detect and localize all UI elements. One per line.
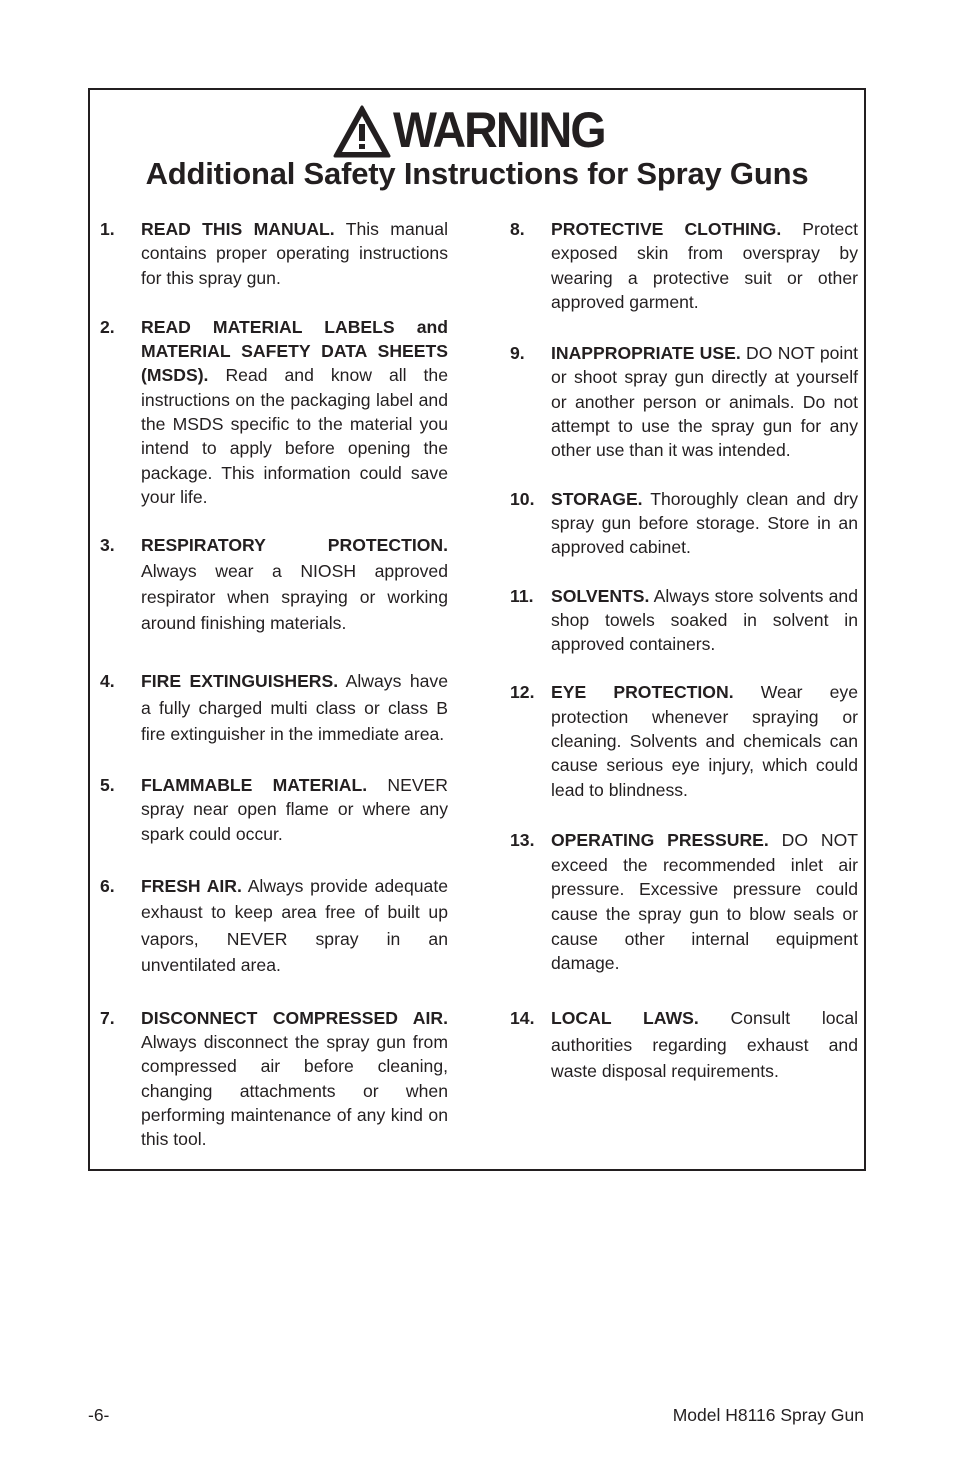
list-item: [510, 1005, 858, 1085]
item-text: Always have a fully charged multi class or class B fire extinguisher in the immediate area.: [141, 671, 448, 745]
item-lead: READ MATERIAL LABELS and MATERIAL SAFETY DATA SHEETS (MSDS).: [141, 316, 448, 386]
item-text: Read and know all the instructions on the packaging label and the MSDS specific to the material you intend to apply before opening the package. This information could save your life.: [141, 365, 449, 507]
item-text: Always disconnect the spray gun from compressed air before cleaning, changing attachments or when performing maintenance of any kind on this tool.: [141, 1032, 448, 1150]
item-text: Thoroughly clean and dry spray gun before storage. Store in an approved cabinet.: [551, 488, 858, 558]
item-number: 12.: [510, 682, 535, 703]
item-number: 8.: [510, 219, 525, 239]
page-number: -6-: [88, 1405, 110, 1425]
item-number: 7.: [100, 1007, 115, 1028]
warning-title: WARNING: [393, 102, 605, 158]
item-number: 4.: [100, 671, 115, 692]
item-lead: OPERATING PRESSURE.: [551, 829, 769, 850]
warning-box: [88, 88, 866, 1171]
item-text: Protect exposed skin from overspray by wearing a protective suit or other approved garment.: [551, 219, 858, 312]
item-lead: INAPPROPRIATE USE.: [551, 343, 741, 364]
item-lead: SOLVENTS.: [551, 585, 650, 606]
list-item: [100, 1006, 448, 1152]
item-number: 9.: [510, 343, 525, 364]
item-number: 2.: [100, 316, 115, 337]
item-lead: FIRE EXTINGUISHERS.: [141, 671, 339, 692]
item-text: Always wear a NIOSH approved respirator when spraying or working around finishing materials.: [141, 561, 448, 633]
warning-triangle-icon: [333, 105, 391, 159]
right-column: [510, 217, 858, 1085]
item-lead: LOCAL LAWS.: [551, 1008, 699, 1029]
list-item: [100, 668, 448, 748]
item-text: Always store solvents and shop towels soaked in solvent in approved containers.: [551, 585, 858, 655]
model-name: Model H8116 Spray Gun: [672, 1405, 864, 1425]
list-item: [510, 217, 858, 314]
item-number: 5.: [100, 774, 115, 795]
list-item: [510, 828, 858, 976]
item-text: DO NOT exceed the recommended inlet air pressure. Excessive pressure could cause the spray gun to blow seals or cause other internal equipment damage.: [551, 829, 858, 974]
item-text: NEVER spray near open flame or where any spark could occur.: [141, 774, 448, 844]
item-text: Wear eye protection whenever spraying or cleaning. Solvents and chemicals can cause serious eye injury, which could lead to blindness.: [551, 682, 858, 800]
item-lead: FRESH AIR.: [141, 875, 242, 896]
left-column: [100, 217, 448, 1152]
item-lead: RESPIRATORY PROTECTION.: [141, 535, 448, 556]
list-item: [510, 487, 858, 560]
item-lead: PROTECTIVE CLOTHING.: [551, 219, 782, 239]
item-number: 11.: [510, 585, 534, 606]
section-subtitle: Additional Safety Instructions for Spray Guns: [145, 156, 809, 191]
list-item: [510, 680, 858, 801]
list-item: [510, 584, 858, 657]
item-lead: READ THIS MANUAL.: [141, 219, 335, 239]
item-lead: STORAGE.: [551, 488, 643, 509]
item-lead: DISCONNECT COMPRESSED AIR.: [141, 1007, 448, 1028]
item-text: This manual contains proper operating instructions for this spray gun.: [141, 219, 448, 288]
item-number: 6.: [100, 875, 115, 896]
item-number: 10.: [510, 488, 535, 509]
list-item: [100, 873, 448, 979]
list-item: [100, 315, 448, 509]
item-number: 14.: [510, 1008, 535, 1029]
list-item: [510, 341, 858, 462]
list-item: [100, 533, 448, 636]
item-text: Consult local authorities regarding exhaust and waste disposal requirements.: [551, 1008, 859, 1082]
item-number: 13.: [510, 829, 535, 850]
item-number: 1.: [100, 219, 115, 239]
item-text: Always provide adequate exhaust to keep area free of built up vapors, NEVER spray in an unventilated area.: [141, 875, 448, 976]
list-item: [100, 773, 448, 846]
item-number: 3.: [100, 535, 115, 556]
item-text: DO NOT point or shoot spray gun directly at yourself or another person or animals. Do not attempt to use the spray gun for any other use than it was intended.: [551, 343, 859, 461]
list-item: [100, 217, 448, 290]
item-lead: EYE PROTECTION.: [551, 682, 734, 703]
warning-header: [90, 100, 864, 160]
item-lead: FLAMMABLE MATERIAL.: [141, 774, 368, 795]
